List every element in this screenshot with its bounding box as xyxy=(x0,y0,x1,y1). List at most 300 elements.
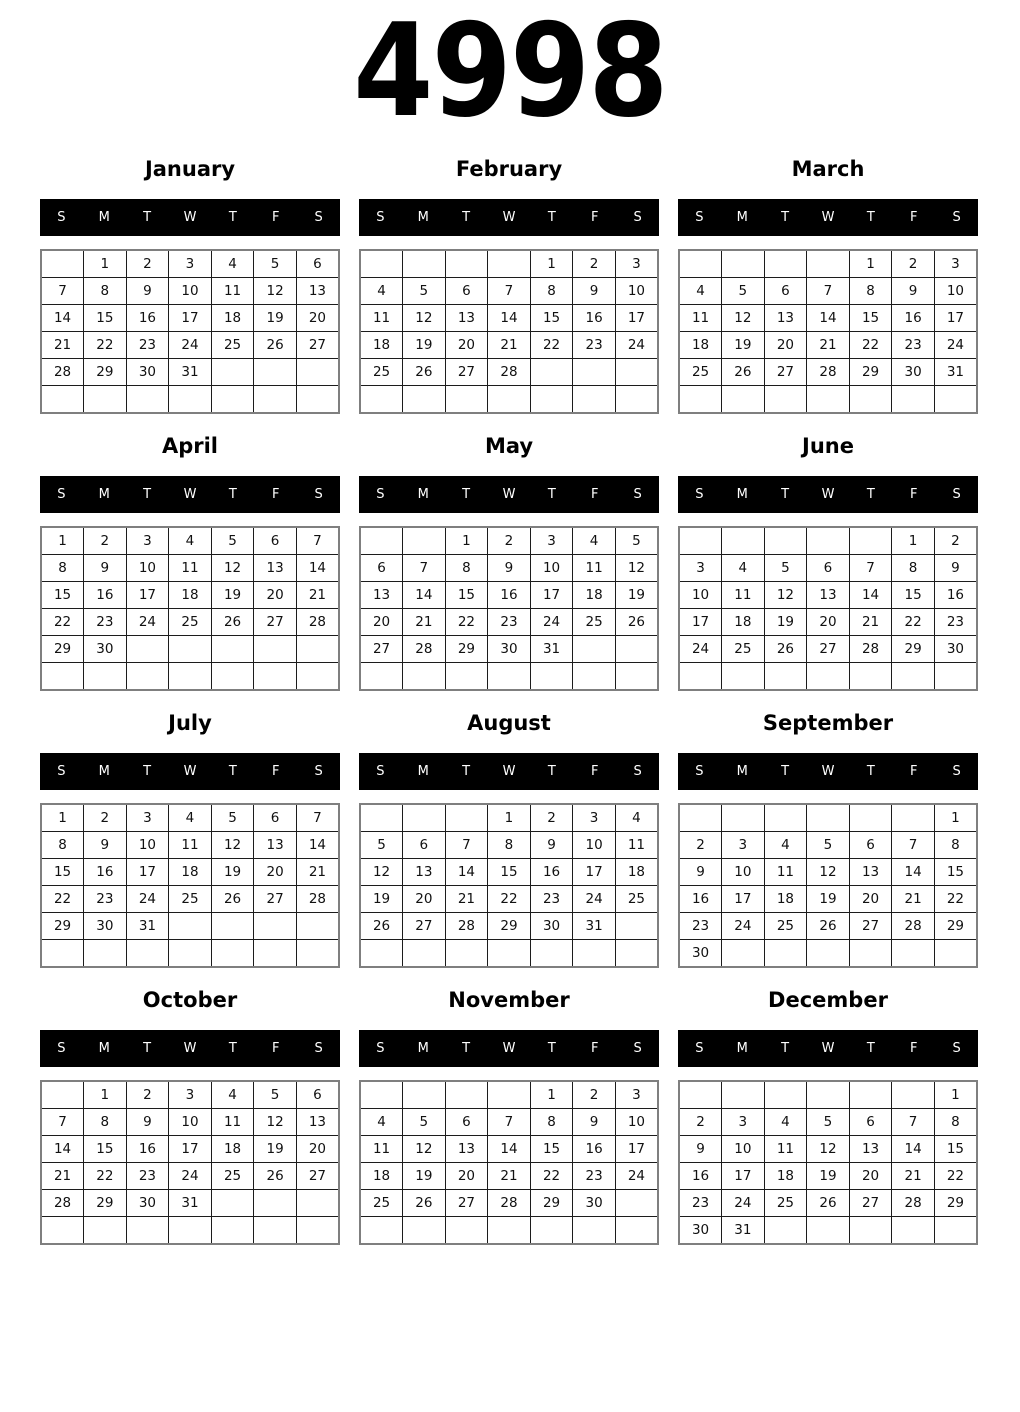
day-cell: 31 xyxy=(530,636,573,663)
day-cell: 17 xyxy=(126,582,169,609)
day-cell: 30 xyxy=(573,1190,616,1217)
day-cell: 23 xyxy=(488,609,531,636)
weekday-label: T xyxy=(143,487,152,503)
day-cell: 12 xyxy=(807,859,850,886)
day-cell: 28 xyxy=(849,636,892,663)
month-title: June xyxy=(802,434,854,459)
empty-day-cell xyxy=(169,636,212,663)
day-cell: 10 xyxy=(934,278,977,305)
weekday-label: W xyxy=(502,764,516,780)
day-cell: 26 xyxy=(764,636,807,663)
day-cell: 4 xyxy=(169,527,212,555)
day-cell: 10 xyxy=(679,582,722,609)
empty-day-cell xyxy=(360,1081,403,1109)
day-cell: 17 xyxy=(573,859,616,886)
week-row xyxy=(679,859,977,886)
day-cell: 14 xyxy=(41,1136,84,1163)
empty-day-cell xyxy=(126,663,169,691)
day-cell: 20 xyxy=(849,1163,892,1190)
day-cell: 26 xyxy=(254,1163,297,1190)
week-row xyxy=(679,886,977,913)
day-cell: 25 xyxy=(722,636,765,663)
empty-day-cell xyxy=(254,913,297,940)
day-cell: 4 xyxy=(211,250,254,278)
weekday-label: T xyxy=(228,764,237,780)
day-cell: 20 xyxy=(296,305,339,332)
day-cell: 12 xyxy=(403,305,446,332)
day-cell: 18 xyxy=(360,332,403,359)
day-cell: 4 xyxy=(360,1109,403,1136)
empty-day-cell xyxy=(892,663,935,691)
day-cell: 29 xyxy=(445,636,488,663)
weekday-label: S xyxy=(633,1041,642,1057)
week-row xyxy=(360,1163,658,1190)
day-cell: 22 xyxy=(934,1163,977,1190)
day-cell: 19 xyxy=(360,886,403,913)
empty-day-cell xyxy=(722,1081,765,1109)
empty-day-cell xyxy=(296,386,339,414)
day-cell: 5 xyxy=(764,555,807,582)
week-row xyxy=(679,527,977,555)
day-cell: 2 xyxy=(679,832,722,859)
empty-day-cell xyxy=(615,386,658,414)
day-grid xyxy=(359,526,659,691)
week-row xyxy=(41,555,339,582)
day-cell: 9 xyxy=(126,278,169,305)
empty-day-cell xyxy=(296,1217,339,1245)
day-cell: 20 xyxy=(764,332,807,359)
empty-day-cell xyxy=(296,663,339,691)
empty-day-cell xyxy=(615,913,658,940)
weekday-label: T xyxy=(866,764,875,780)
day-cell: 26 xyxy=(211,886,254,913)
day-cell: 14 xyxy=(892,859,935,886)
week-row xyxy=(360,1190,658,1217)
weekday-header-row xyxy=(40,199,340,236)
day-cell: 3 xyxy=(722,832,765,859)
day-cell: 14 xyxy=(296,832,339,859)
day-cell: 17 xyxy=(615,305,658,332)
day-cell: 29 xyxy=(934,1190,977,1217)
day-cell: 25 xyxy=(573,609,616,636)
day-cell: 20 xyxy=(254,582,297,609)
day-cell: 3 xyxy=(934,250,977,278)
day-grid xyxy=(678,526,978,691)
weekday-label: S xyxy=(57,1041,66,1057)
empty-day-cell xyxy=(41,386,84,414)
day-cell: 31 xyxy=(934,359,977,386)
day-cell: 29 xyxy=(934,913,977,940)
day-cell: 30 xyxy=(84,913,127,940)
empty-day-cell xyxy=(169,913,212,940)
weekday-label: S xyxy=(314,764,323,780)
week-row xyxy=(41,804,339,832)
week-row xyxy=(679,832,977,859)
empty-day-cell xyxy=(530,940,573,968)
weekday-label: S xyxy=(695,487,704,503)
day-cell: 13 xyxy=(296,278,339,305)
week-row xyxy=(41,913,339,940)
weekday-label: M xyxy=(736,1041,748,1057)
day-cell: 1 xyxy=(892,527,935,555)
day-cell: 5 xyxy=(403,1109,446,1136)
empty-day-cell xyxy=(126,636,169,663)
day-cell: 23 xyxy=(679,913,722,940)
day-cell: 1 xyxy=(530,250,573,278)
day-cell: 14 xyxy=(488,1136,531,1163)
day-cell: 24 xyxy=(573,886,616,913)
day-cell: 24 xyxy=(126,886,169,913)
empty-day-cell xyxy=(849,1081,892,1109)
day-cell: 24 xyxy=(722,1190,765,1217)
empty-day-cell xyxy=(211,386,254,414)
weekday-label: W xyxy=(183,1041,197,1057)
empty-day-cell xyxy=(84,663,127,691)
weekday-label: F xyxy=(271,487,280,503)
weekday-label: W xyxy=(821,210,835,226)
day-cell: 22 xyxy=(41,886,84,913)
empty-day-cell xyxy=(211,913,254,940)
month-december xyxy=(678,986,978,1245)
day-cell: 7 xyxy=(488,278,531,305)
weekday-label: T xyxy=(462,764,471,780)
weekday-label: T xyxy=(866,487,875,503)
day-cell: 24 xyxy=(169,1163,212,1190)
day-cell: 21 xyxy=(296,859,339,886)
weekday-label: S xyxy=(314,210,323,226)
weekday-label: W xyxy=(821,764,835,780)
empty-day-cell xyxy=(849,1217,892,1245)
month-january xyxy=(40,155,340,414)
day-cell: 8 xyxy=(445,555,488,582)
day-cell: 23 xyxy=(126,1163,169,1190)
day-cell: 13 xyxy=(849,1136,892,1163)
day-cell: 6 xyxy=(445,278,488,305)
week-row xyxy=(679,1163,977,1190)
day-cell: 15 xyxy=(84,1136,127,1163)
empty-day-cell xyxy=(445,386,488,414)
day-cell: 6 xyxy=(849,832,892,859)
day-cell: 11 xyxy=(722,582,765,609)
week-row xyxy=(41,1217,339,1245)
empty-day-cell xyxy=(403,940,446,968)
day-cell: 13 xyxy=(445,305,488,332)
day-cell: 13 xyxy=(296,1109,339,1136)
day-cell: 15 xyxy=(488,859,531,886)
week-row xyxy=(679,663,977,691)
day-cell: 20 xyxy=(445,332,488,359)
day-cell: 26 xyxy=(403,1190,446,1217)
day-cell: 22 xyxy=(84,1163,127,1190)
weekday-label: T xyxy=(143,764,152,780)
day-cell: 21 xyxy=(41,1163,84,1190)
day-cell: 30 xyxy=(679,1217,722,1245)
empty-day-cell xyxy=(849,386,892,414)
week-row xyxy=(679,1109,977,1136)
day-cell: 11 xyxy=(615,832,658,859)
weekday-label: T xyxy=(462,1041,471,1057)
empty-day-cell xyxy=(360,527,403,555)
weekday-label: T xyxy=(547,764,556,780)
day-cell: 22 xyxy=(84,332,127,359)
day-cell: 4 xyxy=(764,832,807,859)
empty-day-cell xyxy=(360,804,403,832)
day-cell: 3 xyxy=(126,527,169,555)
day-cell: 27 xyxy=(254,609,297,636)
empty-day-cell xyxy=(126,1217,169,1245)
day-cell: 11 xyxy=(360,1136,403,1163)
empty-day-cell xyxy=(722,386,765,414)
weekday-label: F xyxy=(909,764,918,780)
month-title: January xyxy=(144,157,236,182)
week-row xyxy=(679,359,977,386)
month-june xyxy=(678,432,978,691)
day-grid xyxy=(678,803,978,968)
day-cell: 7 xyxy=(403,555,446,582)
day-cell: 7 xyxy=(445,832,488,859)
day-cell: 28 xyxy=(403,636,446,663)
empty-day-cell xyxy=(445,940,488,968)
weekday-header-row xyxy=(359,199,659,236)
empty-day-cell xyxy=(573,663,616,691)
day-cell: 7 xyxy=(488,1109,531,1136)
year-title: 4998 xyxy=(353,0,667,146)
day-cell: 19 xyxy=(403,1163,446,1190)
day-cell: 6 xyxy=(296,250,339,278)
empty-day-cell xyxy=(530,359,573,386)
weekday-label: W xyxy=(821,487,835,503)
day-cell: 26 xyxy=(615,609,658,636)
day-cell: 1 xyxy=(934,804,977,832)
empty-day-cell xyxy=(934,940,977,968)
day-cell: 5 xyxy=(807,1109,850,1136)
day-cell: 7 xyxy=(41,1109,84,1136)
day-cell: 18 xyxy=(615,859,658,886)
day-cell: 13 xyxy=(764,305,807,332)
week-row xyxy=(360,582,658,609)
week-row xyxy=(360,250,658,278)
empty-day-cell xyxy=(849,940,892,968)
day-cell: 23 xyxy=(530,886,573,913)
week-row xyxy=(360,859,658,886)
day-cell: 21 xyxy=(403,609,446,636)
day-cell: 6 xyxy=(764,278,807,305)
day-cell: 3 xyxy=(615,1081,658,1109)
empty-day-cell xyxy=(722,527,765,555)
weekday-label: T xyxy=(228,487,237,503)
day-cell: 25 xyxy=(360,1190,403,1217)
day-cell: 22 xyxy=(41,609,84,636)
week-row xyxy=(679,250,977,278)
day-cell: 29 xyxy=(41,636,84,663)
day-cell: 25 xyxy=(679,359,722,386)
week-row xyxy=(360,940,658,968)
empty-day-cell xyxy=(573,386,616,414)
week-row xyxy=(679,278,977,305)
day-cell: 12 xyxy=(254,278,297,305)
empty-day-cell xyxy=(807,250,850,278)
day-cell: 7 xyxy=(849,555,892,582)
day-cell: 27 xyxy=(360,636,403,663)
weekday-label: T xyxy=(866,1041,875,1057)
weekday-label: F xyxy=(271,764,280,780)
day-cell: 24 xyxy=(679,636,722,663)
empty-day-cell xyxy=(403,1081,446,1109)
day-grid xyxy=(678,1080,978,1245)
day-cell: 3 xyxy=(169,1081,212,1109)
empty-day-cell xyxy=(573,940,616,968)
day-cell: 9 xyxy=(488,555,531,582)
empty-day-cell xyxy=(169,663,212,691)
day-cell: 15 xyxy=(41,859,84,886)
day-cell: 16 xyxy=(934,582,977,609)
weekday-label: W xyxy=(502,1041,516,1057)
empty-day-cell xyxy=(445,1081,488,1109)
day-cell: 19 xyxy=(254,1136,297,1163)
day-cell: 4 xyxy=(764,1109,807,1136)
weekday-label: T xyxy=(462,210,471,226)
day-cell: 15 xyxy=(445,582,488,609)
day-cell: 10 xyxy=(169,1109,212,1136)
day-grid xyxy=(359,803,659,968)
day-cell: 8 xyxy=(41,832,84,859)
day-cell: 30 xyxy=(530,913,573,940)
day-cell: 25 xyxy=(615,886,658,913)
week-row xyxy=(679,913,977,940)
month-title: April xyxy=(161,434,219,459)
day-cell: 31 xyxy=(573,913,616,940)
day-cell: 4 xyxy=(360,278,403,305)
month-title: December xyxy=(768,988,888,1013)
day-cell: 18 xyxy=(169,582,212,609)
day-cell: 20 xyxy=(849,886,892,913)
empty-day-cell xyxy=(254,359,297,386)
day-cell: 7 xyxy=(296,527,339,555)
day-cell: 13 xyxy=(254,555,297,582)
week-row xyxy=(360,386,658,414)
day-cell: 22 xyxy=(530,1163,573,1190)
empty-day-cell xyxy=(211,1217,254,1245)
weekday-label: T xyxy=(781,210,790,226)
week-row xyxy=(41,1081,339,1109)
week-row xyxy=(679,804,977,832)
weekday-label: M xyxy=(736,764,748,780)
day-cell: 1 xyxy=(530,1081,573,1109)
day-cell: 22 xyxy=(892,609,935,636)
empty-day-cell xyxy=(807,940,850,968)
empty-day-cell xyxy=(892,386,935,414)
day-cell: 19 xyxy=(211,582,254,609)
day-cell: 30 xyxy=(488,636,531,663)
day-cell: 11 xyxy=(573,555,616,582)
empty-day-cell xyxy=(573,636,616,663)
weekday-label: F xyxy=(590,764,599,780)
day-grid xyxy=(40,803,340,968)
week-row xyxy=(360,1136,658,1163)
day-cell: 25 xyxy=(211,1163,254,1190)
day-cell: 28 xyxy=(807,359,850,386)
day-cell: 16 xyxy=(84,859,127,886)
day-cell: 23 xyxy=(84,886,127,913)
empty-day-cell xyxy=(296,359,339,386)
week-row xyxy=(679,582,977,609)
month-august xyxy=(359,709,659,968)
day-cell: 12 xyxy=(211,555,254,582)
day-cell: 29 xyxy=(530,1190,573,1217)
week-row xyxy=(679,555,977,582)
day-cell: 27 xyxy=(807,636,850,663)
day-cell: 27 xyxy=(296,332,339,359)
day-cell: 24 xyxy=(934,332,977,359)
day-cell: 15 xyxy=(530,305,573,332)
day-cell: 30 xyxy=(679,940,722,968)
weekday-label: S xyxy=(57,764,66,780)
day-cell: 15 xyxy=(934,1136,977,1163)
day-cell: 6 xyxy=(254,527,297,555)
day-grid xyxy=(40,1080,340,1245)
weekday-label: T xyxy=(547,487,556,503)
empty-day-cell xyxy=(934,386,977,414)
empty-day-cell xyxy=(488,386,531,414)
weekday-label: S xyxy=(952,487,961,503)
weekday-header-row xyxy=(359,1030,659,1067)
day-cell: 24 xyxy=(722,913,765,940)
week-row xyxy=(679,1136,977,1163)
week-row xyxy=(360,359,658,386)
day-cell: 26 xyxy=(211,609,254,636)
day-cell: 14 xyxy=(892,1136,935,1163)
weekday-label: F xyxy=(909,1041,918,1057)
weekday-label: M xyxy=(736,487,748,503)
day-cell: 30 xyxy=(892,359,935,386)
empty-day-cell xyxy=(764,804,807,832)
month-title: October xyxy=(142,988,238,1013)
day-cell: 13 xyxy=(807,582,850,609)
day-cell: 7 xyxy=(296,804,339,832)
day-grid xyxy=(359,1080,659,1245)
week-row xyxy=(41,332,339,359)
weekday-label: W xyxy=(821,1041,835,1057)
weekday-label: T xyxy=(547,1041,556,1057)
day-cell: 16 xyxy=(126,1136,169,1163)
weekday-label: S xyxy=(695,210,704,226)
day-cell: 2 xyxy=(84,527,127,555)
empty-day-cell xyxy=(254,663,297,691)
day-cell: 6 xyxy=(849,1109,892,1136)
empty-day-cell xyxy=(254,940,297,968)
empty-day-cell xyxy=(445,663,488,691)
empty-day-cell xyxy=(807,1217,850,1245)
empty-day-cell xyxy=(254,386,297,414)
empty-day-cell xyxy=(615,359,658,386)
weekday-label: M xyxy=(417,487,429,503)
day-cell: 9 xyxy=(84,832,127,859)
month-february xyxy=(359,155,659,414)
day-cell: 18 xyxy=(764,1163,807,1190)
week-row xyxy=(41,1163,339,1190)
month-march xyxy=(678,155,978,414)
weekday-label: M xyxy=(736,210,748,226)
day-cell: 10 xyxy=(126,555,169,582)
day-cell: 28 xyxy=(892,913,935,940)
empty-day-cell xyxy=(615,636,658,663)
day-cell: 28 xyxy=(488,359,531,386)
week-row xyxy=(41,527,339,555)
day-cell: 1 xyxy=(488,804,531,832)
day-cell: 15 xyxy=(530,1136,573,1163)
empty-day-cell xyxy=(679,386,722,414)
month-september xyxy=(678,709,978,968)
